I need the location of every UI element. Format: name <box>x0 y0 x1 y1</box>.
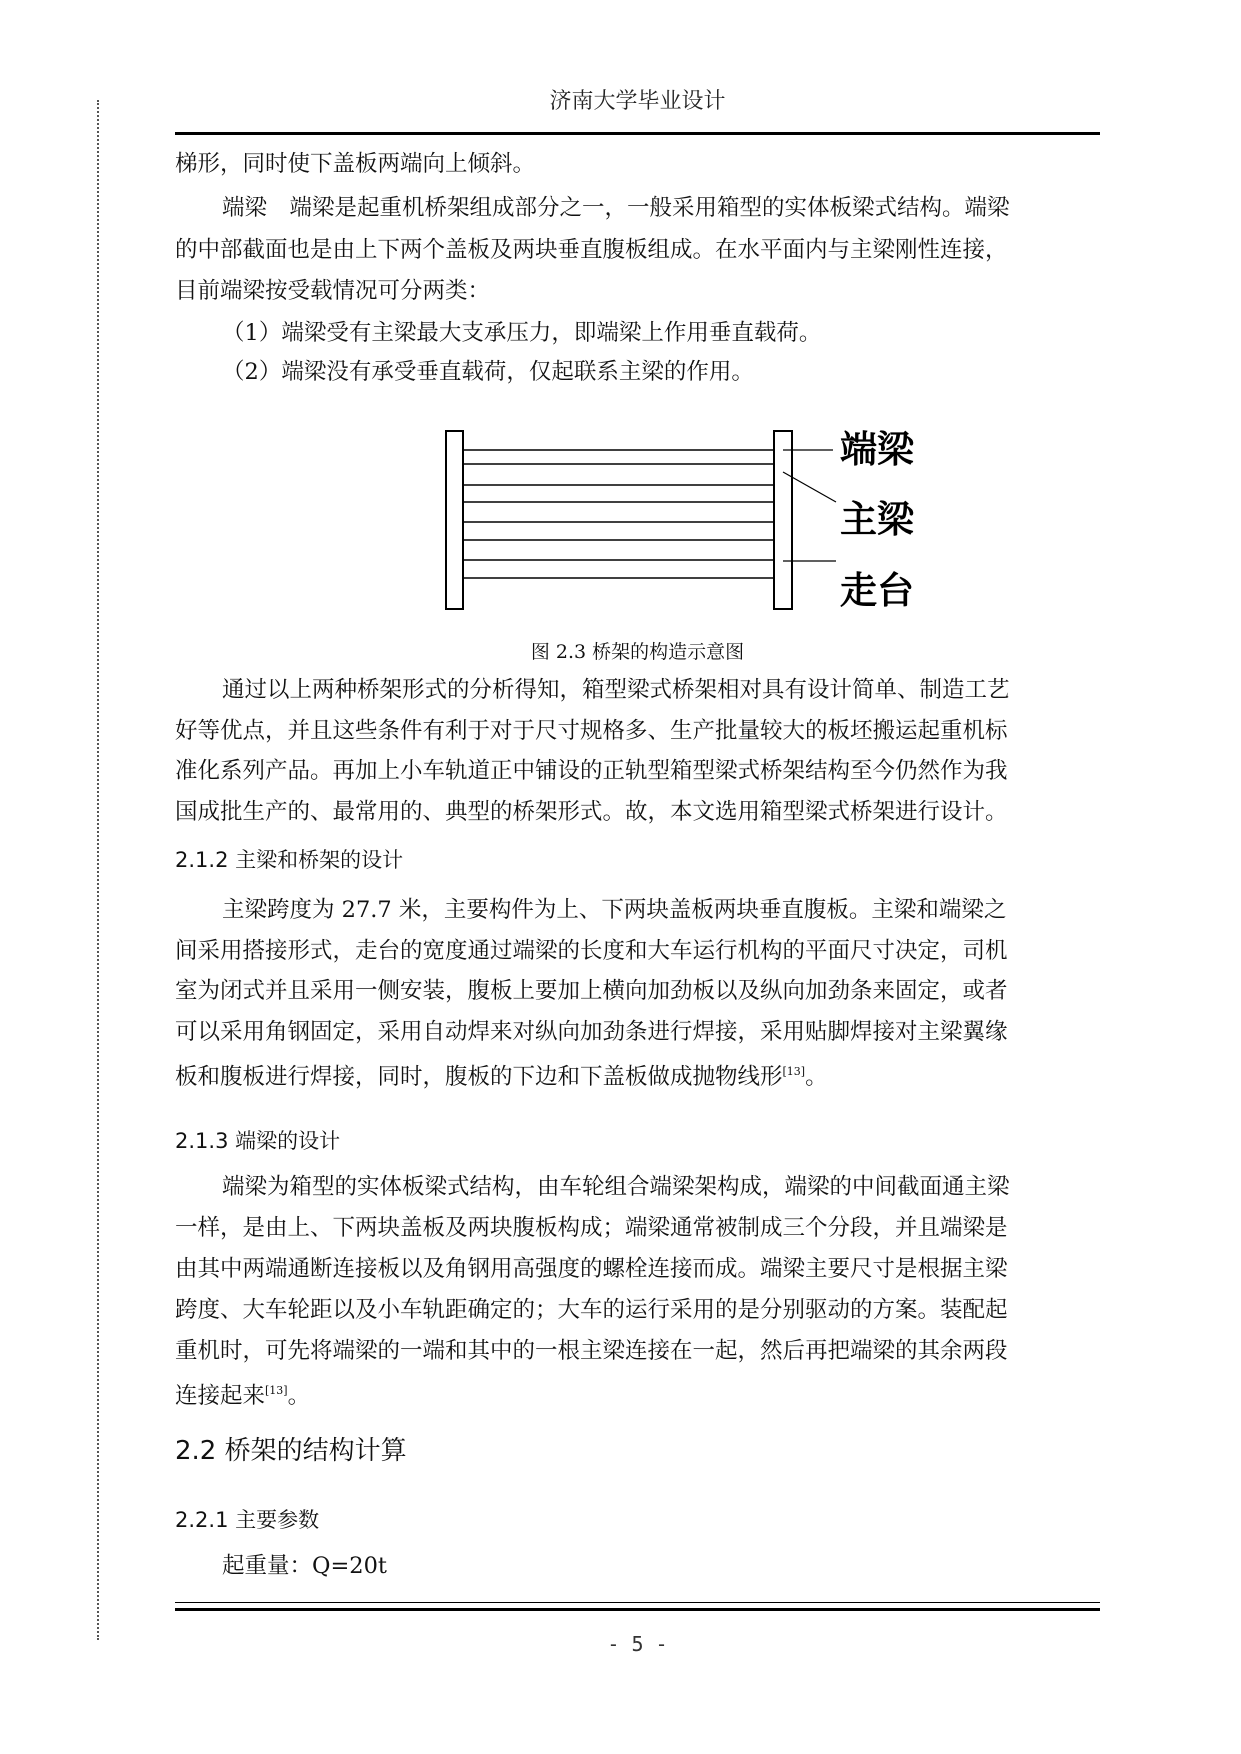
paragraph-line: 端梁为箱型的实体板梁式结构，由车轮组合端梁架构成，端梁的中间截面通主梁 <box>222 1174 1010 1200</box>
paragraph-line <box>175 1057 828 1092</box>
paragraph-line: 通过以上两种桥架形式的分析得知，箱型梁式桥架相对具有设计简单、制造工艺 <box>222 677 1010 703</box>
section-heading: 2.2.1 主要参数 <box>175 1508 320 1532</box>
paragraph-line: 室为闭式并且采用一侧安装，腹板上要加上横向加劲板以及纵向加劲条来固定，或者 <box>175 978 1008 1004</box>
paragraph-text: 板和腹板进行焊接，同时，腹板的下边和下盖板做成抛物线形 <box>175 1064 783 1090</box>
left-end-beam <box>446 431 463 609</box>
paragraph-line: 梯形，同时使下盖板两端向上倾斜。 <box>175 151 536 177</box>
section-heading: 2.2 桥架的结构计算 <box>175 1436 407 1466</box>
paragraph-line: 跨度、大车轮距以及小车轨距确定的；大车的运行采用的是分别驱动的方案。装配起 <box>175 1297 1008 1323</box>
bridge-structure-figure <box>438 420 918 625</box>
page-header-title: 济南大学毕业设计 <box>549 89 726 114</box>
paragraph-text: 。 <box>287 1383 311 1409</box>
list-item: （1）端梁受有主梁最大支承压力，即端梁上作用垂直载荷。 <box>222 320 822 346</box>
header-rule <box>175 132 1100 135</box>
citation-ref: [13] <box>782 1065 806 1078</box>
paragraph-line: 间采用搭接形式，走台的宽度通过端梁的长度和大车运行机构的平面尺寸决定，司机 <box>175 938 1008 964</box>
section-heading: 2.1.2 主梁和桥架的设计 <box>175 848 404 872</box>
paragraph-line: 的中部截面也是由上下两个盖板及两块垂直腹板组成。在水平面内与主梁刚性连接， <box>175 237 1008 263</box>
label-main-beam: 主梁 <box>840 498 914 541</box>
parameter-line: 起重量：Q=20t <box>222 1553 387 1579</box>
paragraph-line: 准化系列产品。再加上小车轨道正中铺设的正轨型箱型梁式桥架结构至今仍然作为我 <box>175 758 1008 784</box>
paragraph-line: 端梁 端梁是起重机桥架组成部分之一，一般采用箱型的实体板梁式结构。端梁 <box>222 195 1010 221</box>
paragraph-text: 。 <box>805 1064 828 1090</box>
paragraph-line: 重机时，可先将端梁的一端和其中的一根主梁连接在一起，然后再把端梁的其余两段 <box>175 1338 1008 1364</box>
leader-line-main-beam <box>783 472 836 502</box>
binding-margin-line <box>97 100 99 1640</box>
paragraph-line: 目前端梁按受载情况可分两类： <box>175 278 491 304</box>
list-item: （2）端梁没有承受垂直载荷，仅起联系主梁的作用。 <box>222 359 754 385</box>
paragraph-line: 好等优点，并且这些条件有利于对于尺寸规格多、生产批量较大的板坯搬运起重机标 <box>175 718 1008 744</box>
paragraph-line: 国成批生产的、最常用的、典型的桥架形式。故，本文选用箱型梁式桥架进行设计。 <box>175 799 1008 825</box>
figure-caption: 图 2.3 桥架的构造示意图 <box>530 641 745 663</box>
section-heading: 2.1.3 端梁的设计 <box>175 1129 341 1153</box>
paragraph-line: 由其中两端通断连接板以及角钢用高强度的螺栓连接而成。端梁主要尺寸是根据主梁 <box>175 1256 1008 1282</box>
right-end-beam <box>774 431 792 609</box>
paragraph-line: 主梁跨度为 27.7 米，主要构件为上、下两块盖板两块垂直腹板。主梁和端梁之 <box>222 897 1007 923</box>
label-walkway: 走台 <box>840 569 914 612</box>
footer-rule <box>175 1608 1100 1611</box>
paragraph-line: 一样，是由上、下两块盖板及两块腹板构成；端梁通常被制成三个分段，并且端梁是 <box>175 1215 1008 1241</box>
label-end-beam: 端梁 <box>840 428 914 471</box>
paragraph-text: 连接起来 <box>175 1383 266 1409</box>
citation-ref: [13] <box>265 1384 288 1397</box>
paragraph-line: 可以采用角钢固定，采用自动焊来对纵向加劲条进行焊接，采用贴脚焊接对主梁翼缘 <box>175 1019 1008 1045</box>
paragraph-line <box>175 1376 310 1411</box>
page-number: - 5 - <box>607 1632 668 1656</box>
footer-rule-thin <box>175 1602 1100 1603</box>
